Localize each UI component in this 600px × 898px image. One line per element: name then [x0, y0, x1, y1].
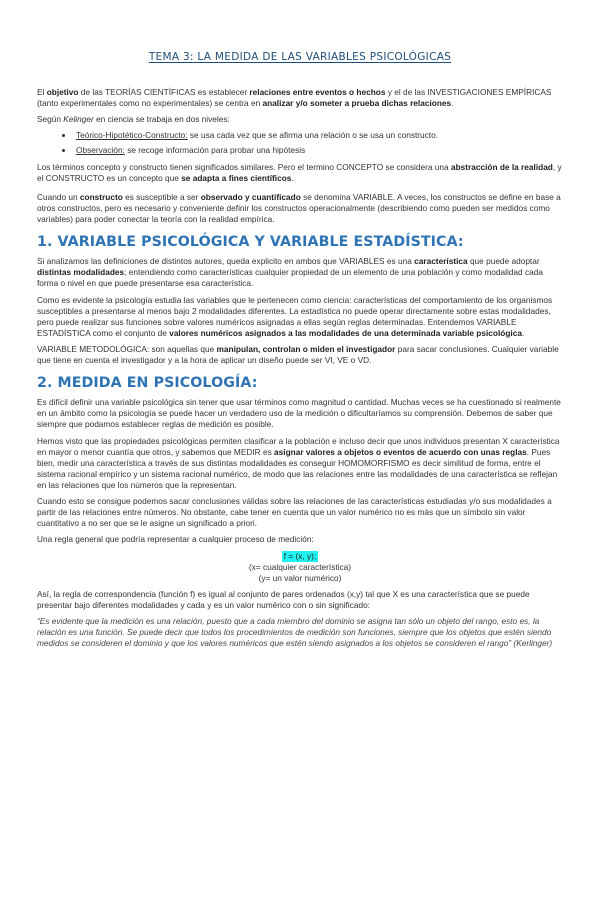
- paragraph-correspondence-rule: Así, la regla de correspondencia (función f) es igual al conjunto de pares ordenados (x,y) tal que X es una característica que se puede presentar bajo diferentes modalidades y cada y es un valor numérico con o sin significado:: [37, 588, 530, 610]
- title-text: LA MEDIDA DE LAS VARIABLES PSICOLÓGICAS: [193, 51, 452, 63]
- paragraph-homomorphism: Hemos visto que las propiedades psicológicas permiten clasificar a la población e incluso decir que unos individuos presentan X característica en mayor o menor cuantía que otros, y sabemos que MEDIR es asignar valores a objetos o eventos de acuerdo con unas reglas. Pues bien, medir una característica a través de sus distintas modalidades es conseguir HOMOMORFISMO es decir similitud de forma, entre el sistema racional empírico y un sistema racional numérico, de modo que las relaciones entre las modalidades de una característica se reflejan en las relaciones que los números que la representan.: [37, 435, 560, 490]
- paragraph-conclusions: Cuando esto se consigue podemos sacar conclusiones válidas sobre las relaciones de las características estudiadas y/o sus modalidades a partir de las relaciones entre números. No obstante, cabe tener en cuenta que un valor numérico no es más que un símbolo sin valor cuantitativo a no ser que se le asigne un significado a priori.: [37, 496, 552, 529]
- paragraph-variable-definition: Si analizamos las definiciones de distintos autores, queda explicito en ambos que VARIABLES es una característica que puede adoptar distintas modalidades; entendiendo como características cualquier propiedad de un elemento de una población y como modalidad cada forma o nivel en que puede presentarse esa característica.: [37, 256, 543, 289]
- levels-list: [37, 130, 563, 155]
- list-item: • Observación: se recoge información para probar una hipótesis: [74, 145, 563, 156]
- formula-line: [37, 551, 563, 562]
- formula: f = (x, y);: [283, 550, 317, 561]
- paragraph-general-rule: Una regla general que podría representar a cualquier proceso de medición:: [37, 534, 314, 545]
- paragraph-kelinger: Según Kelinger en ciencia se trabaja en dos niveles:: [37, 114, 230, 125]
- paragraph-statistical-variable: Como es evidente la psicología estudia las variables que le pertenecen como ciencia: características del comportamiento de los organismos susceptibles a presentarse al menos bajo 2 modalidades diferentes. La estadística no puede operar directamente sobre estas modalidades, pero puede realizar sus funciones sobre valores numéricos asignadas a ellas según reglas determinadas. Entendemos VARIABLE ESTADÍSTICA como el conjunto de valores numéricos asignados a las modalidades de una determinada variable psicológica.: [37, 294, 553, 338]
- section-heading-measure: 2. MEDIDA EN PSICOLOGÍA:: [37, 375, 258, 392]
- formula-y-definition: (y= un valor numérico): [258, 572, 342, 583]
- paragraph-concept: Los términos concepto y constructo tienen significados similares. Pero el termino CONCEPTO se considera una abstracción de la realidad, y el CONSTRUCTO es un concepto que se adapta a fines científicos.: [37, 161, 562, 183]
- document-page: [0, 50, 600, 898]
- title-prefix: TEMA 3:: [148, 51, 194, 63]
- kerlinger-quote: “Es evidente que la medición es una relación, puesto que a cada miembro del dominio se asigna tan sólo un objeto del rango, esto es, la relación es una función. Se puede decir que todos los procedimientos de medición son funciones, siempre que los objetos que estén siendo medidos se consideren el dominio y que los valores numéricos que estén siendo asignados a los objetos se consideren el rango” (Kerlinger): [37, 616, 553, 649]
- paragraph-methodological-variable: VARIABLE METODOLÓGICA: son aquellas que manipulan, controlan o miden el investigador para sacar conclusiones. Cualquier variable que tiene en cuenta el investigador y a la hora de aplicar un diseño puede ser VI, VE o VD.: [37, 343, 559, 366]
- list-item: • Teórico-Hipotético-Constructo: se usa cada vez que se afirma una relación o se usa un constructo.: [74, 130, 563, 141]
- paragraph-objective: El objetivo de las TEORÍAS CIENTÍFICAS es establecer relaciones entre eventos o hechos y el de las INVESTIGACIONES EMPÍRICAS (tanto experimentales como no experimentales) se centra en analizar y/o someter a prueba dichas relaciones.: [37, 87, 552, 109]
- page-title: [37, 50, 563, 64]
- formula-x-definition: (x= cualquier característica): [248, 561, 352, 572]
- paragraph-measure-intro: Es difícil definir una variable psicológica sin tener que usar términos como magnitud o cantidad. Muchas veces se ha cuestionado si realmente en un ámbito como la psicología se puede hacer un verdadero uso de la medición o dificultaríamos su comprensión. Debemos de saber que siempre que podamos establecer reglas de medición es posible.: [37, 397, 561, 430]
- section-heading-variables: 1. VARIABLE PSICOLÓGICA Y VARIABLE ESTADÍSTICA:: [37, 234, 464, 251]
- paragraph-construct: Cuando un constructo es susceptible a ser observado y cuantificado se denomina VARIABLE. A veces, los constructos se define en base a otros constructos, pero es necesario y conveniente definir los constructos operacionalmente (describiendo como pueden ser medidos como variables) para poder conectar la teoría con la realidad empírica.: [37, 191, 561, 225]
